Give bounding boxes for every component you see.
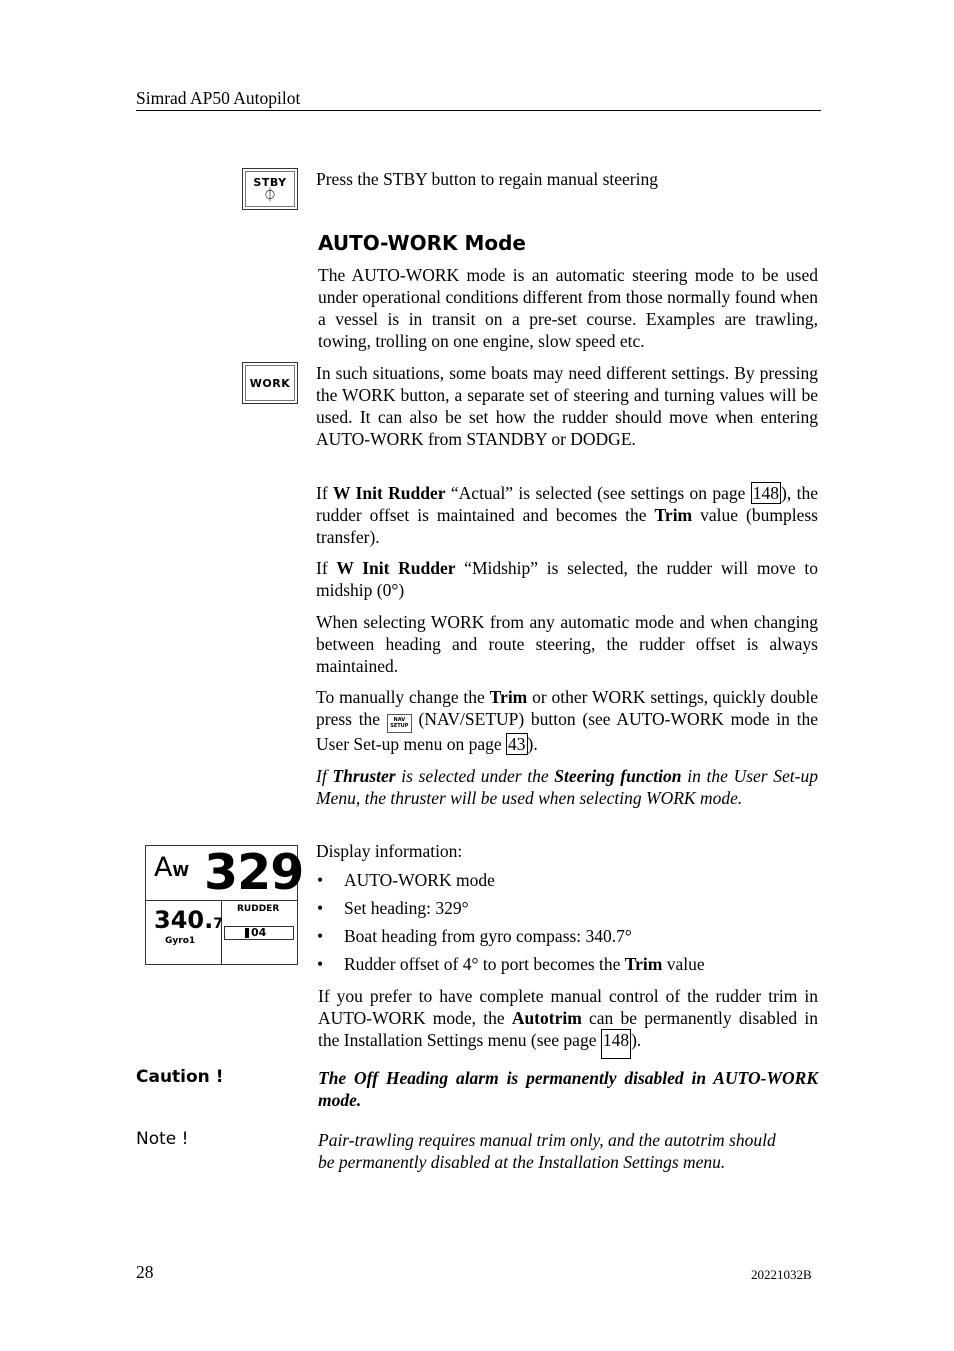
stby-label: STBY xyxy=(253,175,287,189)
list-item: • Set heading: 329° xyxy=(316,894,821,922)
intro-paragraph: The AUTO-WORK mode is an automatic steering mode to be used under operational conditions different from those normally found when a vessel is in transit on a pre-set course. Examples are trawling, towing, trolling on one engine, slow speed etc. xyxy=(318,265,818,351)
mode-indicator: AW xyxy=(154,852,190,883)
doc-number: 20221032B xyxy=(751,1267,812,1282)
stby-instruction: Press the STBY button to regain manual steering xyxy=(316,169,659,189)
thruster-paragraph: If Thruster is selected under the Steering function in the User Set-up Menu, the thruster will be used when selecting WORK mode. xyxy=(316,766,819,808)
caution-label: Caution ! xyxy=(136,1067,224,1087)
rudder-bar-fill xyxy=(245,928,249,938)
list-item: • AUTO-WORK mode xyxy=(316,866,821,894)
note-label: Note ! xyxy=(136,1129,189,1149)
running-header: Simrad AP50 Autopilot xyxy=(136,88,301,108)
rudder-value: 04 xyxy=(251,926,267,939)
header-rule xyxy=(136,110,821,111)
trim-paragraph: To manually change the Trim or other WORK settings, quickly double press the NAV SETUP (NAV/SETUP) button (see AUTO-WORK mode in the User Set-up menu on page 43 ). xyxy=(316,687,819,754)
nav-setup-button-icon: NAV SETUP xyxy=(387,714,412,733)
selecting-paragraph: When selecting WORK from any automatic mode and when changing between heading and route steering, the rudder offset is always maintained. xyxy=(316,612,818,676)
page-number: 28 xyxy=(136,1262,154,1282)
boat-heading-readout: 340.7 xyxy=(154,906,223,934)
note-text: Pair-trawling requires manual trim only, and the autotrim should be permanently disabled at the Installation Settings menu. xyxy=(318,1130,776,1172)
page-link-148-b[interactable]: 148 xyxy=(601,1029,631,1059)
autotrim-paragraph: If you prefer to have complete manual control of the rudder trim in AUTO-WORK mode, the Autotrim can be permanently disabled in the Installation Settings menu (see page 148 ). xyxy=(318,985,818,1051)
work-button-icon xyxy=(242,362,298,404)
stby-button-icon xyxy=(242,168,298,210)
work-paragraph: In such situations, some boats may need different settings. By pressing the WORK button, a separate set of steering and turning values will be used. It can also be set how the rudder should move when entering AUTO-WORK from STANDBY or DODGE. xyxy=(316,363,818,449)
midship-paragraph: If W Init Rudder “Midship” is selected, the rudder will move to midship (0°) xyxy=(316,558,818,600)
list-item: • Rudder offset of 4° to port becomes the Trim value xyxy=(316,950,821,978)
caution-text: The Off Heading alarm is permanently disabled in AUTO-WORK mode. xyxy=(318,1068,818,1110)
actual-paragraph: If W Init Rudder “Actual” is selected (see settings on page 148 ), the rudder offset is maintained and becomes the Trim value (bumpless transfer). xyxy=(316,483,818,547)
rudder-label: RUDDER xyxy=(237,904,280,914)
page-link-148[interactable]: 148 xyxy=(752,483,780,503)
display-info-list xyxy=(316,866,821,978)
set-heading-readout: 329 xyxy=(204,844,304,901)
section-title: AUTO-WORK Mode xyxy=(318,231,526,255)
autopilot-display xyxy=(145,844,304,965)
page-link-43[interactable]: 43 xyxy=(508,734,526,754)
work-label: WORK xyxy=(249,376,291,390)
display-info-title: Display information: xyxy=(316,841,463,861)
compass-source: Gyro1 xyxy=(165,936,196,946)
list-item: • Boat heading from gyro compass: 340.7° xyxy=(316,922,821,950)
power-icon: ⏀ xyxy=(263,187,277,204)
rudder-bar xyxy=(224,926,294,940)
